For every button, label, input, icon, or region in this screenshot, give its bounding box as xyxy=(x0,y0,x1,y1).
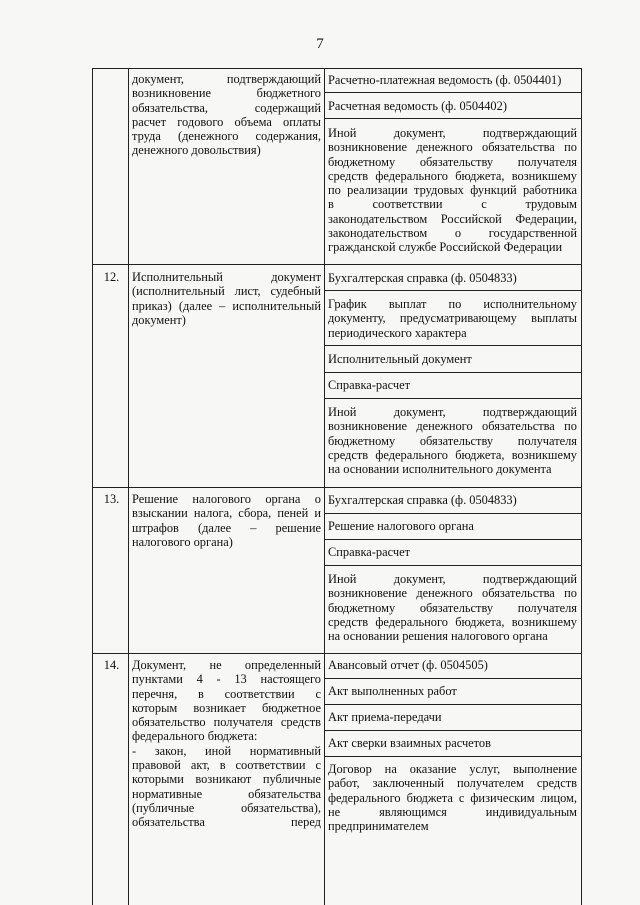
row-14-doc-2: Акт выполненных работ xyxy=(328,684,457,698)
row-12-doc-4: Справка-расчет xyxy=(328,378,410,392)
row-12-doc-3: Исполнительный документ xyxy=(328,352,472,366)
subrow-divider xyxy=(324,730,582,731)
row-13-doc-4: Иной документ, подтверждающий возникновение денежного обязательства по бюджетному обязательству получателя средств федерального бюджета, возникшему на основании решения налогового органа xyxy=(328,572,577,644)
subrow-divider xyxy=(324,704,582,705)
row-12-description: Исполнительный документ (исполнительный лист, судебный приказ) (далее – исполнительный документ) xyxy=(132,270,321,327)
row-12-doc-5: Иной документ, подтверждающий возникновение денежного обязательства по бюджетному обязательству получателя средств федерального бюджета, возникшему на основании исполнительного документа xyxy=(328,405,577,477)
subrow-divider xyxy=(324,565,582,566)
row-12-doc-1: Бухгалтерская справка (ф. 0504833) xyxy=(328,271,517,285)
row-14-doc-4: Акт сверки взаимных расчетов xyxy=(328,736,491,750)
row-14-doc-1: Авансовый отчет (ф. 0504505) xyxy=(328,658,488,672)
subrow-divider xyxy=(324,678,582,679)
row-11-doc-2: Расчетная ведомость (ф. 0504402) xyxy=(328,99,507,113)
subrow-divider xyxy=(324,756,582,757)
row-14-number: 14. xyxy=(103,658,120,672)
row-divider-13 xyxy=(92,487,582,488)
subrow-divider xyxy=(324,118,582,119)
row-divider-12 xyxy=(92,264,582,265)
row-14-description: Документ, не определенный пунктами 4 - 13 настоящего перечня, в соответствии с которым возникает бюджетное обязательство получателя средств федерального бюджета: - закон, иной нормативный правовой акт, в соответствии с которыми возникают публичные нормативные обязательства (публичные обязательства), обязательства перед xyxy=(132,658,321,830)
row-12-doc-2: График выплат по исполнительному документу, предусматривающему выплаты периодического характера xyxy=(328,297,577,340)
row-11-doc-1: Расчетно-платежная ведомость (ф. 0504401) xyxy=(328,73,562,87)
row-13-doc-2: Решение налогового органа xyxy=(328,519,474,533)
row-13-number: 13. xyxy=(103,492,120,506)
row-divider-14 xyxy=(92,653,582,654)
subrow-divider xyxy=(324,398,582,399)
subrow-divider xyxy=(324,92,582,93)
row-14-doc-3: Акт приема-передачи xyxy=(328,710,442,724)
row-11-doc-3: Иной документ, подтверждающий возникновение денежного обязательства по бюджетному обязательству получателя средств федерального бюджета, возникшему по реализации трудовых функций работника в соответствии с трудовым законодательством Российской Федерации, законодательством о государственной гражданской службе Российской Федерации xyxy=(328,126,577,255)
row-13-doc-1: Бухгалтерская справка (ф. 0504833) xyxy=(328,493,517,507)
subrow-divider xyxy=(324,345,582,346)
page-number: 7 xyxy=(316,36,324,52)
row-13-description: Решение налогового органа о взыскании налога, сбора, пеней и штрафов (далее – решение налогового органа) xyxy=(132,492,321,549)
subrow-divider xyxy=(324,290,582,291)
row-12-number: 12. xyxy=(103,270,120,284)
table-border-top xyxy=(92,68,582,69)
row-11-description: документ, подтверждающий возникновение бюджетного обязательства, содержащий расчет годового объема оплаты труда (денежного содержания, денежного довольствия) xyxy=(132,72,321,158)
subrow-divider xyxy=(324,539,582,540)
row-14-doc-5: Договор на оказание услуг, выполнение работ, заключенный получателем средств федерального бюджета с физическим лицом, не являющимся индивидуальным предпринимателем xyxy=(328,762,577,834)
row-13-doc-3: Справка-расчет xyxy=(328,545,410,559)
subrow-divider xyxy=(324,513,582,514)
subrow-divider xyxy=(324,372,582,373)
